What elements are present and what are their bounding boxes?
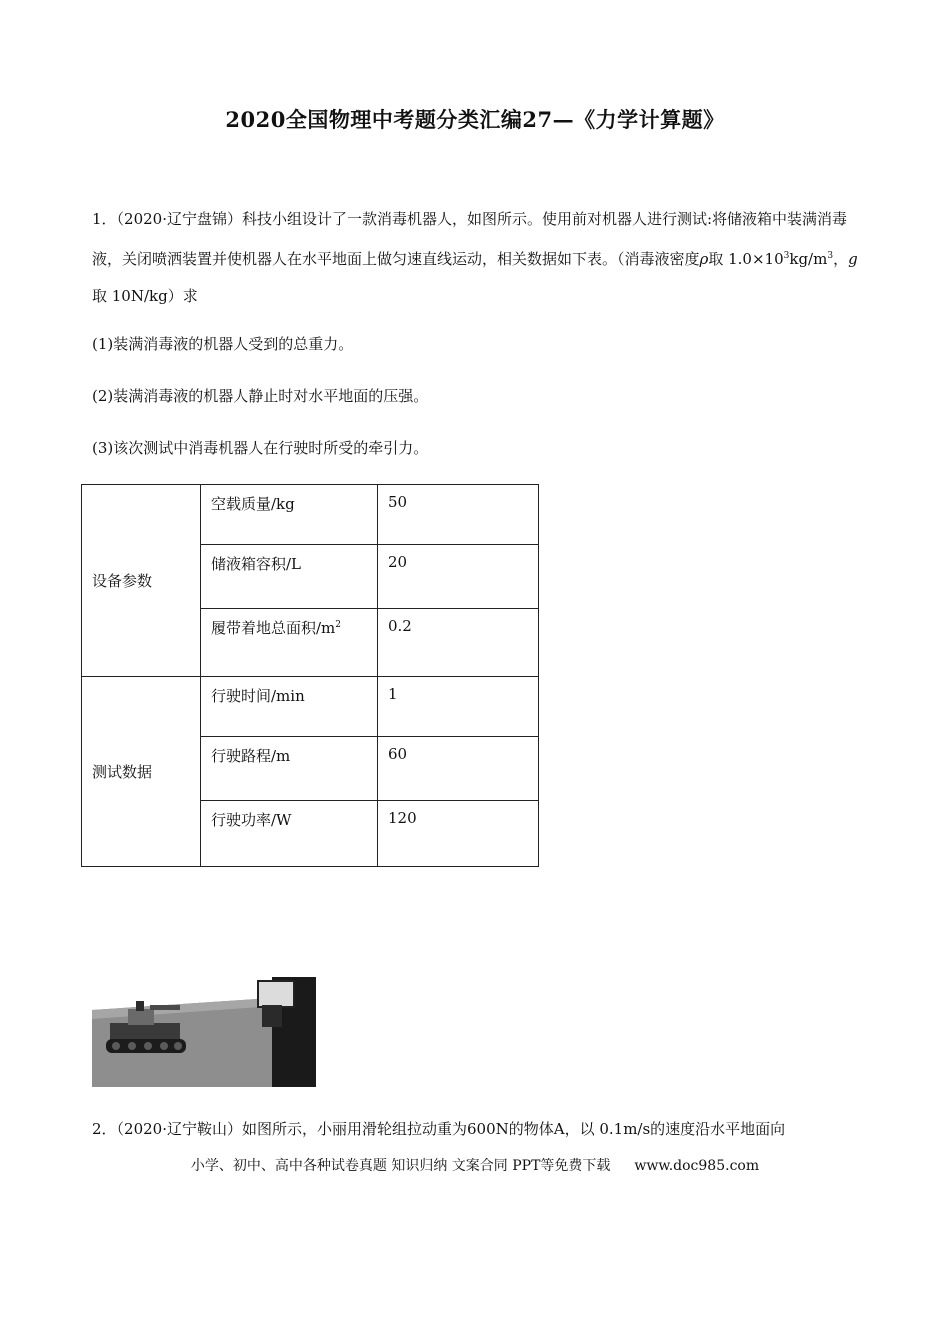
sub-question-1: (1)装满消毒液的机器人受到的总重力。	[92, 335, 354, 353]
question-number: 1．	[92, 210, 117, 228]
table-row	[82, 485, 539, 545]
footer-text: 小学、初中、高中各种试卷真题 知识归纳 文案合同 PPT等免费下载	[190, 1158, 611, 1174]
question-text: kg/m	[789, 250, 828, 268]
table-value: 1	[378, 677, 539, 737]
question-text: 取 10N/kg）求	[92, 287, 198, 305]
table-key: 行驶时间/min	[201, 677, 378, 737]
g-symbol: g	[848, 250, 858, 268]
table-group-label: 设备参数	[82, 485, 201, 677]
table-key: 行驶路程/m	[201, 737, 378, 801]
footer	[0, 1155, 950, 1175]
question-text: 科技小组设计了一款消毒机器人，如图所示。使用前对机器人进行测试:将储液箱中装满消毒液，关闭喷洒装置并使机器人在水平地面上做匀速直线运动，相关数据如下表。（消毒液密度	[92, 210, 848, 268]
question-1-stem	[92, 201, 862, 315]
sub-question-2: (2)装满消毒液的机器人静止时对水平地面的压强。	[92, 387, 429, 405]
data-table	[81, 484, 539, 867]
exponent: 3	[783, 251, 790, 261]
question-2-stem: 2．（2020·辽宁鞍山）如图所示，小丽用滑轮组拉动重为600N的物体A，以 0.1m/s的速度沿水平地面向	[92, 1120, 786, 1138]
question-source: （2020·辽宁盘锦）	[116, 210, 242, 228]
table-value: 60	[378, 737, 539, 801]
table-key: 空载质量/kg	[201, 485, 378, 545]
question-text: ，	[833, 250, 849, 268]
table-row	[82, 677, 539, 737]
page-title: 2020全国物理中考题分类汇编27—《力学计算题》	[225, 107, 725, 132]
table-value: 50	[378, 485, 539, 545]
table-key-cell	[201, 609, 378, 677]
exponent: 2	[335, 620, 342, 630]
table-key: 行驶功率/W	[201, 801, 378, 867]
table-value: 0.2	[378, 609, 539, 677]
robot-photo	[92, 975, 316, 1087]
table-value: 20	[378, 545, 539, 609]
table-group-label: 测试数据	[82, 677, 201, 867]
table-key: 履带着地总面积/m	[211, 619, 336, 637]
table-key: 储液箱容积/L	[201, 545, 378, 609]
exponent: 3	[827, 251, 834, 261]
table-value: 120	[378, 801, 539, 867]
footer-link[interactable]: www.doc985.com	[634, 1158, 760, 1174]
rho-symbol: ρ	[699, 250, 709, 268]
question-text: 取 1.0×10	[708, 250, 784, 268]
sub-question-3: (3)该次测试中消毒机器人在行驶时所受的牵引力。	[92, 439, 429, 457]
